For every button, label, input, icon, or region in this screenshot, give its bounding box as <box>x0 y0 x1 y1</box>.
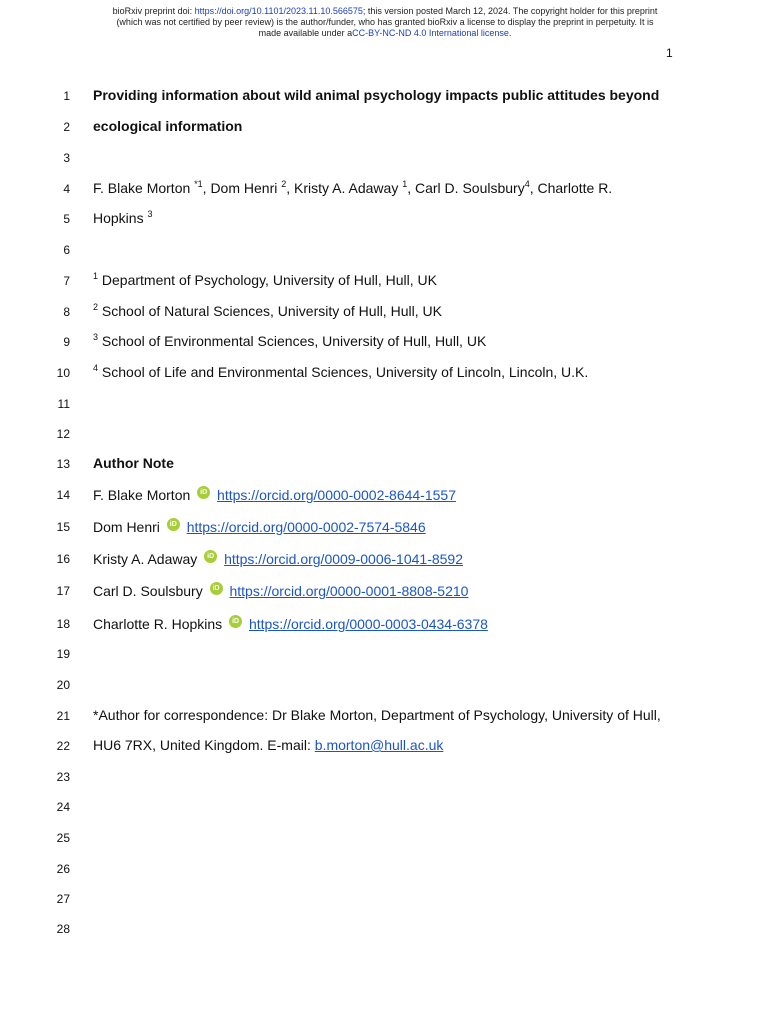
orcid-link[interactable]: https://orcid.org/0009-0006-1041-8592 <box>224 551 464 567</box>
orcid-link[interactable]: https://orcid.org/0000-0002-8644-1557 <box>217 487 456 503</box>
manuscript-line <box>0 768 770 788</box>
manuscript-line <box>0 333 770 353</box>
orcid-entry: Carl D. Soulsbury iD https://orcid.org/0000-0001-8808-5210 <box>93 583 469 599</box>
page-number: 1 <box>666 46 673 60</box>
author-list-continued: Hopkins $^3$ <box>93 209 153 226</box>
author-note-heading: Author Note <box>93 455 174 471</box>
line-number: 5 <box>63 212 70 226</box>
line-number: 25 <box>56 831 70 845</box>
manuscript-line <box>0 180 770 200</box>
email-link[interactable]: b.morton@hull.ac.uk <box>314 737 444 753</box>
doi-link[interactable]: https://doi.org/10.1101/2023.11.10.566575 <box>194 6 363 16</box>
line-number: 2 <box>63 120 70 134</box>
orcid-icon[interactable]: iD <box>197 486 210 499</box>
title-line-2: ecological information <box>93 118 243 134</box>
manuscript-line <box>0 486 770 506</box>
header-line-2: (which was not certified by peer review) is the author/funder, who has granted bioRxiv a license to display the preprint in perpetuity. It is <box>116 17 654 27</box>
line-number: 24 <box>56 800 70 814</box>
line-number: 1 <box>63 89 70 103</box>
line-number: 17 <box>56 584 70 598</box>
line-number: 22 <box>56 739 70 753</box>
manuscript-line <box>0 87 770 107</box>
line-number: 20 <box>56 678 70 692</box>
orcid-icon[interactable]: iD <box>204 550 217 563</box>
manuscript-line <box>0 890 770 910</box>
manuscript-line <box>0 425 770 445</box>
line-number: 14 <box>56 488 70 502</box>
manuscript-line <box>0 645 770 665</box>
manuscript-line <box>0 364 770 384</box>
orcid-link[interactable]: https://orcid.org/0000-0001-8808-5210 <box>229 583 469 599</box>
manuscript-line <box>0 272 770 292</box>
affiliation: $^3$ School of Environmental Sciences, University of Hull, Hull, UK <box>93 332 487 349</box>
manuscript-line <box>0 118 770 138</box>
orcid-entry: Charlotte R. Hopkins iD https://orcid.org/0000-0003-0434-6378 <box>93 616 488 632</box>
orcid-link[interactable]: https://orcid.org/0000-0003-0434-6378 <box>248 616 488 632</box>
manuscript-line <box>0 615 770 635</box>
manuscript-line <box>0 829 770 849</box>
header-line-3: made available under aCC-BY-NC-ND 4.0 International license. <box>258 28 512 38</box>
manuscript-line <box>0 920 770 940</box>
orcid-entry: Kristy A. Adaway iD https://orcid.org/0009-0006-1041-8592 <box>93 551 464 567</box>
line-number: 27 <box>56 892 70 906</box>
manuscript-line <box>0 707 770 727</box>
line-number: 26 <box>56 862 70 876</box>
affiliation: $^4$ School of Life and Environmental Sciences, University of Lincoln, Lincoln, U.K. <box>93 363 589 380</box>
line-number: 3 <box>63 151 70 165</box>
license-link[interactable]: CC-BY-NC-ND 4.0 International license <box>352 28 509 38</box>
manuscript-line <box>0 210 770 230</box>
manuscript-line <box>0 737 770 757</box>
line-number: 18 <box>56 617 70 631</box>
line-number: 4 <box>63 182 70 196</box>
line-number: 23 <box>56 770 70 784</box>
orcid-link[interactable]: https://orcid.org/0000-0002-7574-5846 <box>186 519 426 535</box>
manuscript-line <box>0 518 770 538</box>
manuscript-line <box>0 395 770 415</box>
orcid-icon[interactable]: iD <box>167 518 180 531</box>
line-number: 10 <box>56 366 70 380</box>
line-number: 12 <box>56 427 70 441</box>
correspondence-line-2: HU6 7RX, United Kingdom. E-mail: b.morton@hull.ac.uk <box>93 737 444 753</box>
author-list: F. Blake Morton $^{*1}$, Dom Henri $^2$, Kristy A. Adaway $^1$, Carl D. Soulsbury$^4$, Charlotte R. <box>93 179 613 196</box>
manuscript-line <box>0 550 770 570</box>
line-number: 6 <box>63 243 70 257</box>
orcid-icon[interactable]: iD <box>210 582 223 595</box>
line-number: 21 <box>56 709 70 723</box>
line-number: 7 <box>63 274 70 288</box>
line-number: 15 <box>56 520 70 534</box>
manuscript-line <box>0 860 770 880</box>
line-number: 11 <box>57 397 70 411</box>
line-number: 13 <box>56 457 70 471</box>
manuscript-line <box>0 676 770 696</box>
line-number: 19 <box>56 647 70 661</box>
manuscript-line <box>0 303 770 323</box>
affiliation: $^1$ Department of Psychology, University of Hull, Hull, UK <box>93 271 437 288</box>
manuscript-line <box>0 241 770 261</box>
affiliation: $^2$ School of Natural Sciences, University of Hull, Hull, UK <box>93 302 442 319</box>
title-line-1: Providing information about wild animal psychology impacts public attitudes beyond <box>93 87 660 103</box>
correspondence-line-1: *Author for correspondence: Dr Blake Morton, Department of Psychology, University of Hull, <box>93 707 661 723</box>
header-line-1: bioRxiv preprint doi: https://doi.org/10.1101/2023.11.10.566575; this version posted March 12, 2024. The copyright holder for this preprint <box>112 6 658 16</box>
orcid-entry: Dom Henri iD https://orcid.org/0000-0002-7574-5846 <box>93 519 426 535</box>
manuscript-line <box>0 582 770 602</box>
line-number: 28 <box>56 922 70 936</box>
orcid-entry: F. Blake Morton iD https://orcid.org/0000-0002-8644-1557 <box>93 487 456 503</box>
preprint-header <box>0 6 770 39</box>
manuscript-line <box>0 149 770 169</box>
manuscript-line <box>0 455 770 475</box>
line-number: 16 <box>56 552 70 566</box>
line-number: 8 <box>63 305 70 319</box>
manuscript-line <box>0 798 770 818</box>
line-number: 9 <box>63 335 70 349</box>
orcid-icon[interactable]: iD <box>229 615 242 628</box>
